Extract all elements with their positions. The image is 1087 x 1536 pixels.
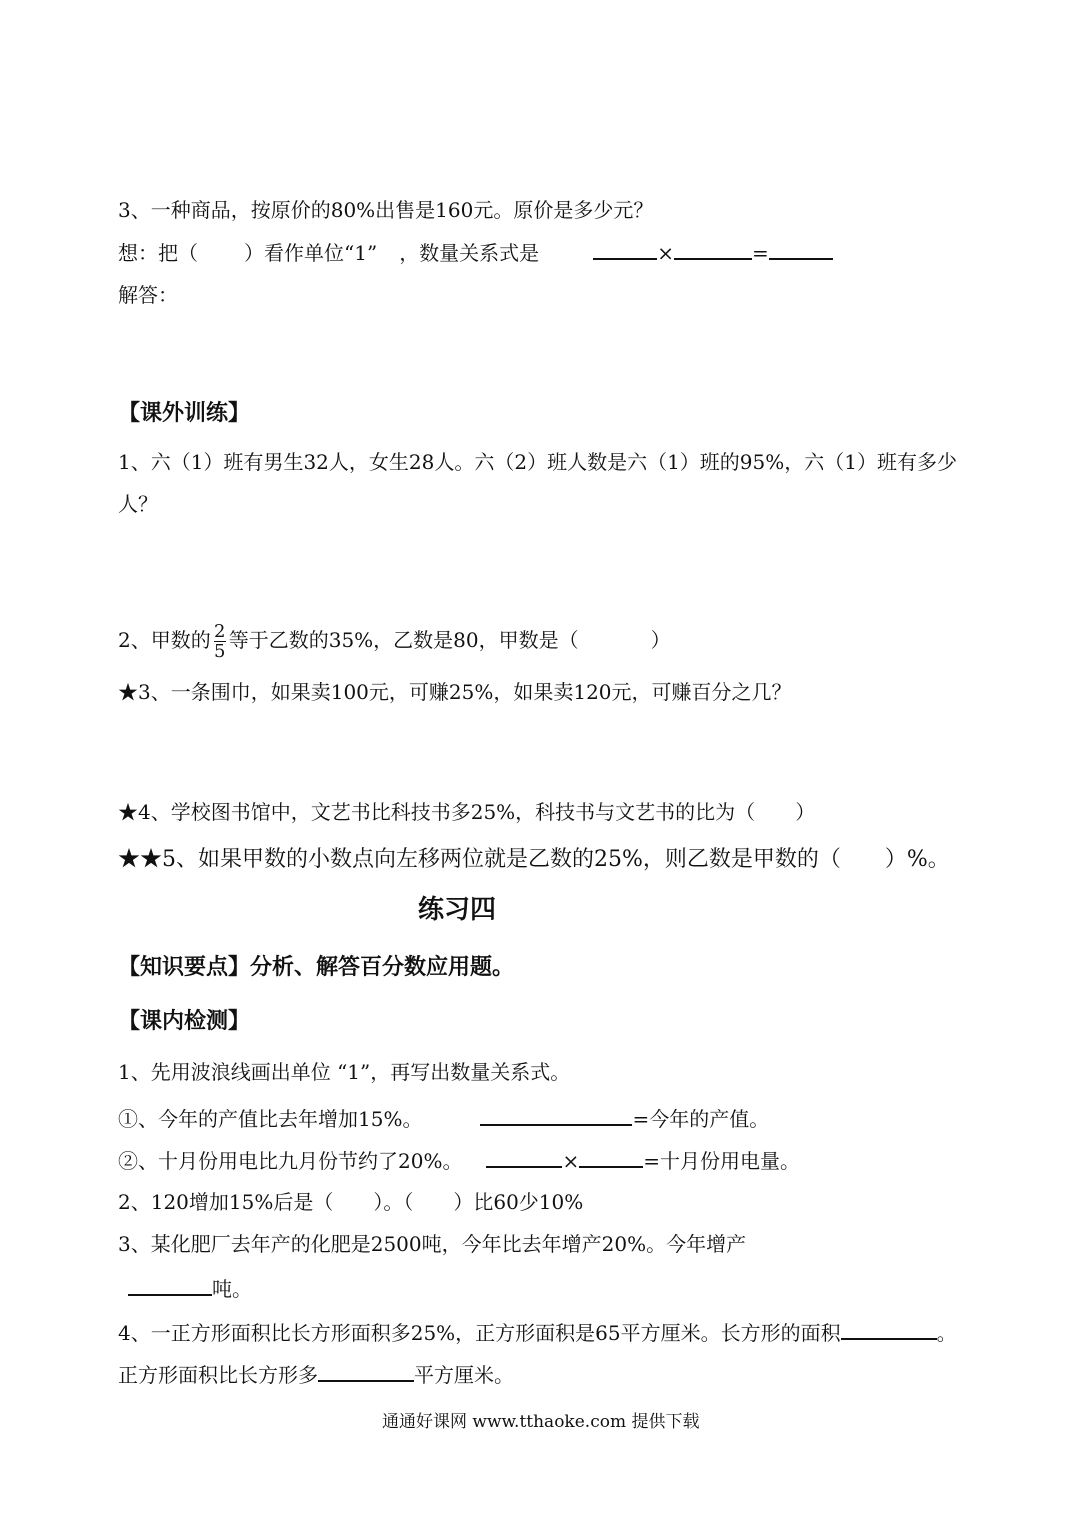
p4-q4-end: 。 xyxy=(936,1321,957,1345)
times-sign: × xyxy=(657,241,674,265)
extra-q3: ★3、一条围巾，如果卖100元，可赚25%，如果卖120元，可赚百分之几？ xyxy=(118,680,792,704)
extra-q4-a: ★4、学校图书馆中，文艺书比科技书多25%，科技书与文艺书的比为（ xyxy=(118,800,756,824)
practice-title: 练习四 xyxy=(418,895,497,925)
p4-q2-a: 2、120增加15%后是（ xyxy=(118,1190,334,1214)
extra-q4-b: ） xyxy=(795,800,816,824)
p4-q1: 1、先用波浪线画出单位 “1”，再写出数量关系式。 xyxy=(118,1060,571,1084)
extra-q5-b: ）%。 xyxy=(884,847,950,872)
times-sign: × xyxy=(562,1149,580,1173)
p4-q4-line2-text: 正方形面积比长方形多 xyxy=(118,1363,318,1387)
answer-blank[interactable] xyxy=(769,238,833,260)
extra-q5 xyxy=(118,846,950,874)
extra-q1-line2: 人？ xyxy=(118,492,158,516)
fraction-denominator: 5 xyxy=(214,641,226,662)
fraction-numerator: 2 xyxy=(214,621,226,642)
q3-think-b: ）看作单位“1” xyxy=(244,241,378,265)
extra-q2-close: ） xyxy=(650,628,671,652)
p4-q1a-text: ①、今年的产值比去年增加15%。 xyxy=(118,1107,423,1131)
answer-blank[interactable] xyxy=(579,1146,643,1168)
p4-q1b xyxy=(118,1146,800,1175)
p4-q1b-tail: =十月份用电量。 xyxy=(643,1149,800,1173)
extra-q4 xyxy=(118,798,815,826)
extra-q5-a: ★★5、如果甲数的小数点向左移两位就是乙数的25%，则乙数是甲数的（ xyxy=(118,847,841,872)
knowledge-label: 【知识要点】 xyxy=(118,955,251,980)
page-footer: 通通好课网 www.tthaoke.com 提供下载 xyxy=(382,1412,700,1432)
class-check-heading: 【课内检测】 xyxy=(118,1009,251,1034)
q3-text: 3、一种商品，按原价的80%出售是160元。原价是多少元？ xyxy=(118,198,654,222)
q3-think-c: ，数量关系式是 xyxy=(399,241,540,265)
p4-q3-line1: 3、某化肥厂去年产的化肥是2500吨，今年比去年增产20%。今年增产 xyxy=(118,1232,747,1256)
answer-blank[interactable] xyxy=(674,238,752,260)
knowledge-text: 分析、解答百分数应用题。 xyxy=(250,955,515,980)
p4-q1b-text: ②、十月份用电比九月份节约了20%。 xyxy=(118,1149,463,1173)
extra-q2-pre: 2、甲数的 xyxy=(118,628,211,652)
p4-q4-line2-tail: 平方厘米。 xyxy=(414,1363,514,1387)
q3-think-a: 想：把（ xyxy=(118,241,198,265)
p4-q2-b: ）。（ xyxy=(373,1190,414,1214)
answer-blank[interactable] xyxy=(480,1104,632,1126)
extra-training-heading: 【课外训练】 xyxy=(118,401,251,426)
answer-blank[interactable] xyxy=(486,1146,562,1168)
extra-q2 xyxy=(118,622,671,661)
q3-think-line xyxy=(118,238,833,267)
p4-q1a xyxy=(118,1104,769,1133)
extra-q1-line1: 1、六（1）班有男生32人，女生28人。六（2）班人数是六（1）班的95%，六（1）班有多少 xyxy=(118,450,957,474)
p4-q4-text: 4、一正方形面积比长方形面积多25%，正方形面积是65平方厘米。长方形的面积 xyxy=(118,1321,841,1345)
p4-q3-line2 xyxy=(128,1274,252,1303)
equals-sign: = xyxy=(751,241,769,265)
p4-q2-c: ）比60少10% xyxy=(453,1190,584,1214)
knowledge-points xyxy=(118,954,514,982)
p4-q1a-tail: =今年的产值。 xyxy=(632,1107,770,1131)
p4-q4-line2 xyxy=(118,1360,514,1389)
answer-blank[interactable] xyxy=(593,238,657,260)
answer-blank[interactable] xyxy=(128,1274,212,1296)
p4-q2 xyxy=(118,1188,583,1216)
p4-q4-line1 xyxy=(118,1318,957,1347)
p4-q3-tail: 吨。 xyxy=(212,1277,252,1301)
q3-answer-label: 解答： xyxy=(118,283,178,307)
extra-q2-post: 等于乙数的35%，乙数是80，甲数是（ xyxy=(228,628,579,652)
answer-blank[interactable] xyxy=(318,1360,414,1382)
answer-blank[interactable] xyxy=(841,1318,937,1340)
fraction xyxy=(214,622,226,661)
